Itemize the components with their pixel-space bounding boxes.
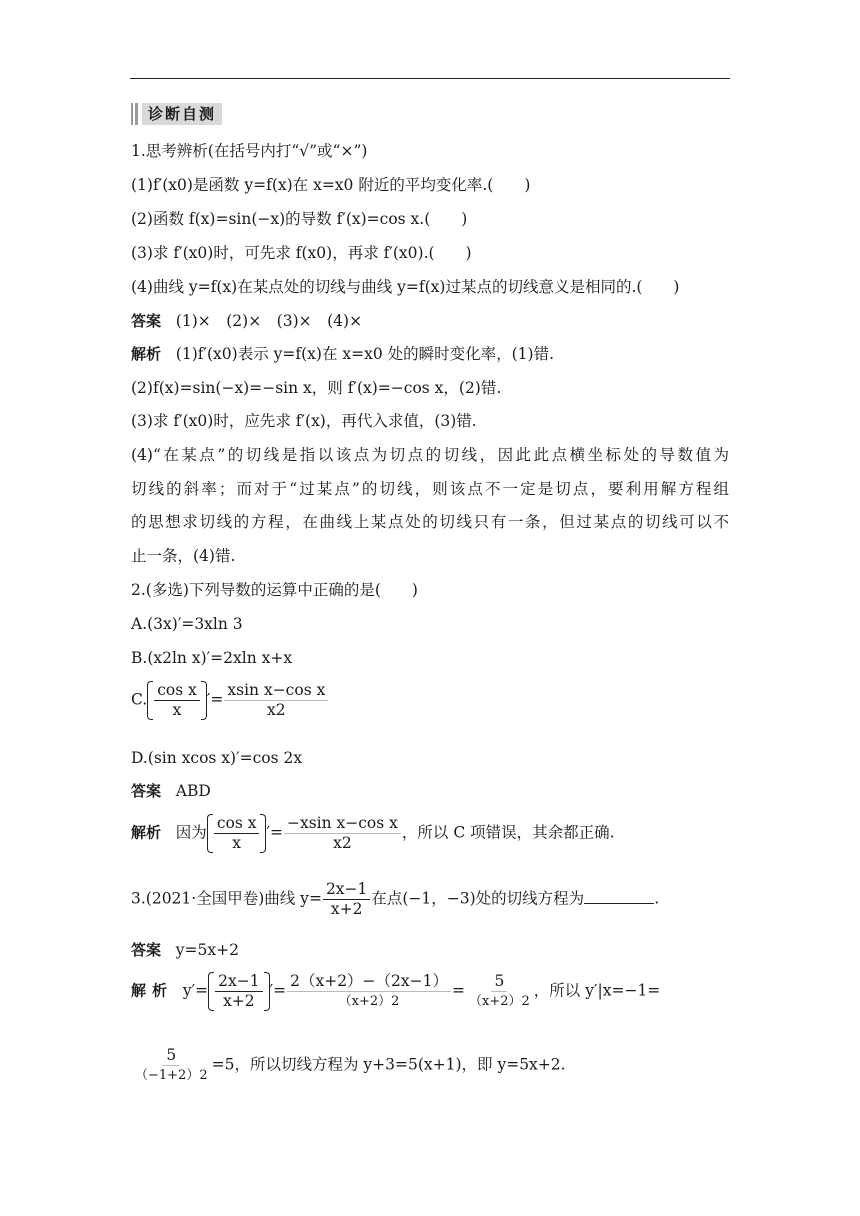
analysis-prefix: 因为 bbox=[175, 823, 207, 842]
answer-label: 答案 bbox=[131, 312, 162, 330]
analysis-label: 解析 bbox=[131, 823, 162, 842]
q3-stem bbox=[131, 880, 659, 919]
inner-numerator: cos x bbox=[214, 814, 260, 834]
q3-analysis-2 bbox=[131, 1046, 566, 1085]
option-c-prefix: C. bbox=[131, 690, 148, 709]
header-rule bbox=[130, 78, 730, 79]
analysis-label: 解析 bbox=[131, 345, 162, 363]
q2-option-a: A.(3x)′=3xln 3 bbox=[131, 615, 243, 633]
inner-denominator: x bbox=[232, 834, 241, 852]
bracket-expr bbox=[147, 681, 207, 720]
section-badge bbox=[131, 103, 222, 125]
answer-blank[interactable] bbox=[584, 889, 654, 904]
numerator: −xsin x−cos x bbox=[284, 814, 401, 834]
stem-prefix: 3.(2021·全国甲卷)曲线 y= bbox=[131, 889, 322, 908]
denominator: （x+2）2 bbox=[338, 994, 400, 1009]
inner-denominator: x bbox=[172, 701, 182, 719]
inner-numerator: 2x−1 bbox=[215, 972, 262, 992]
q1-item-2: (2)函数 f(x)=sin(−x)的导数 f′(x)=cos x.( ) bbox=[131, 210, 468, 228]
q1-analysis-7: 止一条，(4)错. bbox=[131, 547, 236, 565]
q1-item-3: (3)求 f′(x0)时，可先求 f(x0)，再求 f′(x0).( ) bbox=[131, 244, 472, 262]
numerator: 2（x+2）−（2x−1） bbox=[287, 972, 451, 992]
bracket-expr bbox=[207, 814, 267, 853]
analysis-suffix: ，所以 C 项错误，其余都正确. bbox=[401, 823, 615, 842]
section-title: 诊断自测 bbox=[142, 103, 222, 125]
q1-item-4: (4)曲线 y=f(x)在某点处的切线与曲线 y=f(x)过某点的切线意义是相同的.( ) bbox=[131, 278, 680, 296]
q1-analysis-2: (2)f(x)=sin(−x)=−sin x，则 f′(x)=−cos x，(2)错. bbox=[131, 379, 502, 397]
inner-denominator: x+2 bbox=[223, 992, 255, 1010]
q1-stem: 1.思考辨析(在括号内打“√”或“×”) bbox=[131, 142, 368, 160]
denominator: x2 bbox=[333, 834, 352, 852]
answer-text: (1)× (2)× (3)× (4)× bbox=[175, 312, 363, 330]
q1-analysis-5: 切线的斜率；而对于“过某点”的切线，则该点不一定是切点，要利用解方程组 bbox=[131, 480, 729, 498]
q2-option-c: C. $\frac{\text{cos x}}{x}$ ′= $\frac{\text{xsin x−cos x}}{x2}$ bbox=[131, 681, 329, 720]
denominator: （−1+2）2 bbox=[135, 1068, 208, 1083]
q1-analysis-3: (3)求 f′(x0)时，应先求 f′(x)，再代入求值，(3)错. bbox=[131, 412, 477, 430]
bracket-expr bbox=[208, 972, 269, 1011]
answer-label: 答案 bbox=[131, 941, 162, 959]
answer-text: ABD bbox=[175, 782, 211, 800]
answer-label: 答案 bbox=[131, 782, 162, 800]
section-bars-icon bbox=[131, 103, 138, 125]
numerator: 5 bbox=[491, 972, 507, 992]
denominator: x+2 bbox=[330, 900, 363, 918]
inner-numerator: cos x bbox=[154, 681, 200, 701]
numerator: xsin x−cos x bbox=[224, 681, 328, 701]
analysis-tail: ，所以 y′|x=−1= bbox=[533, 981, 661, 1000]
q3-answer bbox=[131, 940, 239, 960]
analysis-text: (1)f′(x0)表示 y=f(x)在 x=x0 处的瞬时变化率，(1)错. bbox=[175, 345, 555, 363]
q2-answer bbox=[131, 781, 211, 801]
stem-suffix: 在点(−1，−3)处的切线方程为 bbox=[371, 889, 585, 908]
derivative-lhs: y′= bbox=[182, 981, 209, 1000]
q2-analysis: 解析 因为 $\frac{\text{cos x}}{x}$ ′= $\frac{\text{−xsin x−cos x}}{x2}$ ，所以 C 项错误，其余都正确. bbox=[131, 814, 615, 852]
q3-analysis-1: 解析 y′= $\frac{2x-1}{x+2}$ ′= $\frac{2(x+2)-(2x-1)}{(x+2)2}$ = $\frac{5}{(x+2)2}$ ，所以 y′|x=−1= bbox=[131, 972, 661, 1010]
q2-option-b: B.(x2ln x)′=2xln x+x bbox=[131, 649, 293, 667]
numerator: 5 bbox=[163, 1046, 179, 1066]
q1-analysis-4: (4)“在某点”的切线是指以该点为切点的切线，因此此点横坐标处的导数值为 bbox=[131, 446, 729, 464]
answer-text: y=5x+2 bbox=[175, 941, 239, 959]
analysis-tail: =5，所以切线方程为 y+3=5(x+1)，即 y=5x+2. bbox=[211, 1055, 566, 1074]
q1-answer bbox=[131, 311, 362, 331]
q2-stem: 2.(多选)下列导数的运算中正确的是( ) bbox=[131, 581, 418, 599]
denominator: （x+2）2 bbox=[469, 994, 530, 1009]
numerator: 2x−1 bbox=[323, 880, 370, 900]
stem-end: . bbox=[654, 889, 660, 908]
analysis-label: 解析 bbox=[131, 981, 174, 1000]
q1-analysis-6: 的思想求切线的方程，在曲线上某点处的切线只有一条，但过某点的切线可以不 bbox=[131, 513, 729, 531]
q1-analysis-1 bbox=[131, 344, 554, 364]
q2-option-d: D.(sin xcos x)′=cos 2x bbox=[131, 749, 303, 767]
denominator: x2 bbox=[267, 701, 286, 719]
q1-item-1: (1)f′(x0)是函数 y=f(x)在 x=x0 附近的平均变化率.( ) bbox=[131, 176, 531, 194]
